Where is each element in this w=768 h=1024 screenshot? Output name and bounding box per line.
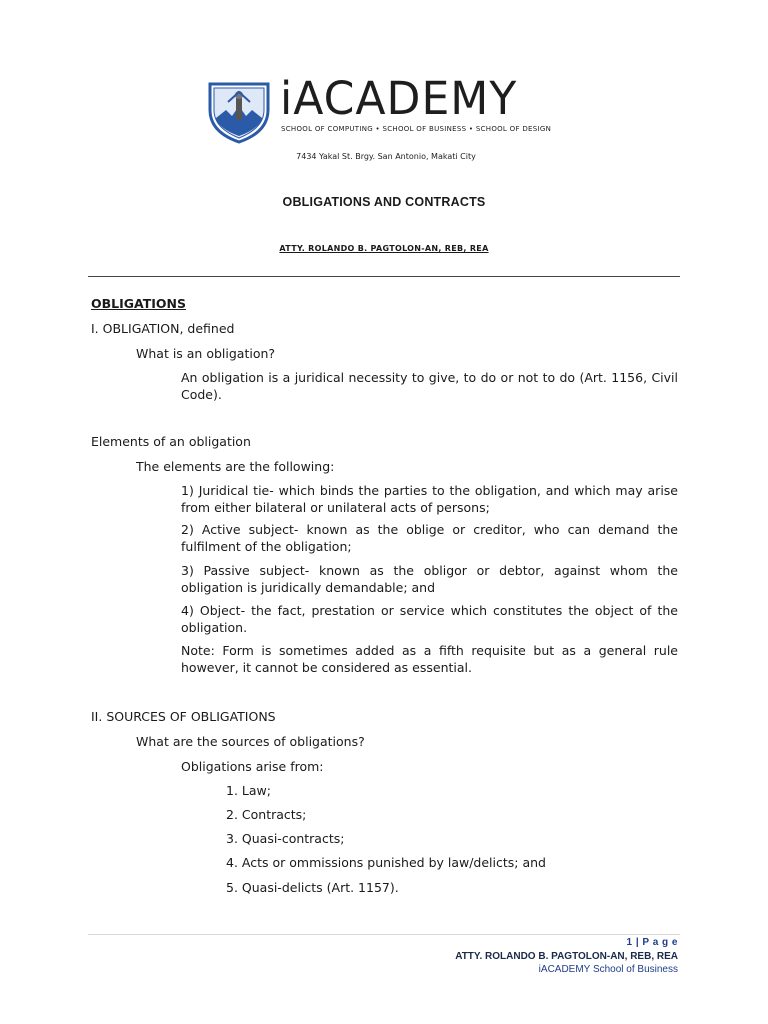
- element-item: 1) Juridical tie- which binds the parties to the obligation, and which may arise from either bilateral or unilateral acts of persons;: [181, 483, 678, 515]
- footer-author: ATTY. ROLANDO B. PAGTOLON-AN, REB, REA: [455, 951, 678, 962]
- element-item: 2) Active subject- known as the oblige or creditor, who can demand the fulfilment of the obligation;: [181, 522, 678, 554]
- question-obligation: What is an obligation?: [136, 346, 276, 361]
- footer-school: iACADEMY School of Business: [538, 964, 678, 975]
- section-heading: OBLIGATIONS: [91, 296, 187, 311]
- header-divider: [88, 276, 680, 277]
- document-author: ATTY. ROLANDO B. PAGTOLON-AN, REB, REA: [279, 244, 489, 253]
- school-address: 7434 Yakal St. Brgy. San Antonio, Makati City: [296, 152, 476, 161]
- source-item: 3. Quasi-contracts;: [226, 831, 345, 846]
- source-item: 4. Acts or ommissions punished by law/delicts; and: [226, 855, 546, 870]
- page-number: 1 | P a g e: [626, 937, 678, 948]
- document-title: OBLIGATIONS AND CONTRACTS: [282, 195, 486, 209]
- element-note: Note: Form is sometimes added as a fifth requisite but as a general rule however, it cannot be considered as essential.: [181, 643, 678, 675]
- sources-intro: Obligations arise from:: [181, 759, 324, 774]
- logo-wordmark: iACADEMY: [280, 72, 518, 125]
- question-sources: What are the sources of obligations?: [136, 734, 365, 749]
- elements-intro: The elements are the following:: [136, 459, 335, 474]
- answer-obligation: An obligation is a juridical necessity to give, to do or not to do (Art. 1156, Civil Code).: [181, 370, 678, 402]
- footer-divider: [88, 934, 680, 935]
- elements-heading: Elements of an obligation: [91, 434, 251, 449]
- source-item: 5. Quasi-delicts (Art. 1157).: [226, 880, 399, 895]
- logo-tagline: SCHOOL OF COMPUTING • SCHOOL OF BUSINESS • SCHOOL OF DESIGN: [281, 125, 552, 133]
- obligation-defined-heading: I. OBLIGATION, defined: [91, 321, 235, 336]
- iacademy-logo-icon: [206, 80, 272, 144]
- sources-heading: II. SOURCES OF OBLIGATIONS: [91, 709, 276, 724]
- element-item: 3) Passive subject- known as the obligor or debtor, against whom the obligation is juridically demandable; and: [181, 563, 678, 595]
- source-item: 1. Law;: [226, 783, 271, 798]
- source-item: 2. Contracts;: [226, 807, 307, 822]
- element-item: 4) Object- the fact, prestation or service which constitutes the object of the obligation.: [181, 603, 678, 635]
